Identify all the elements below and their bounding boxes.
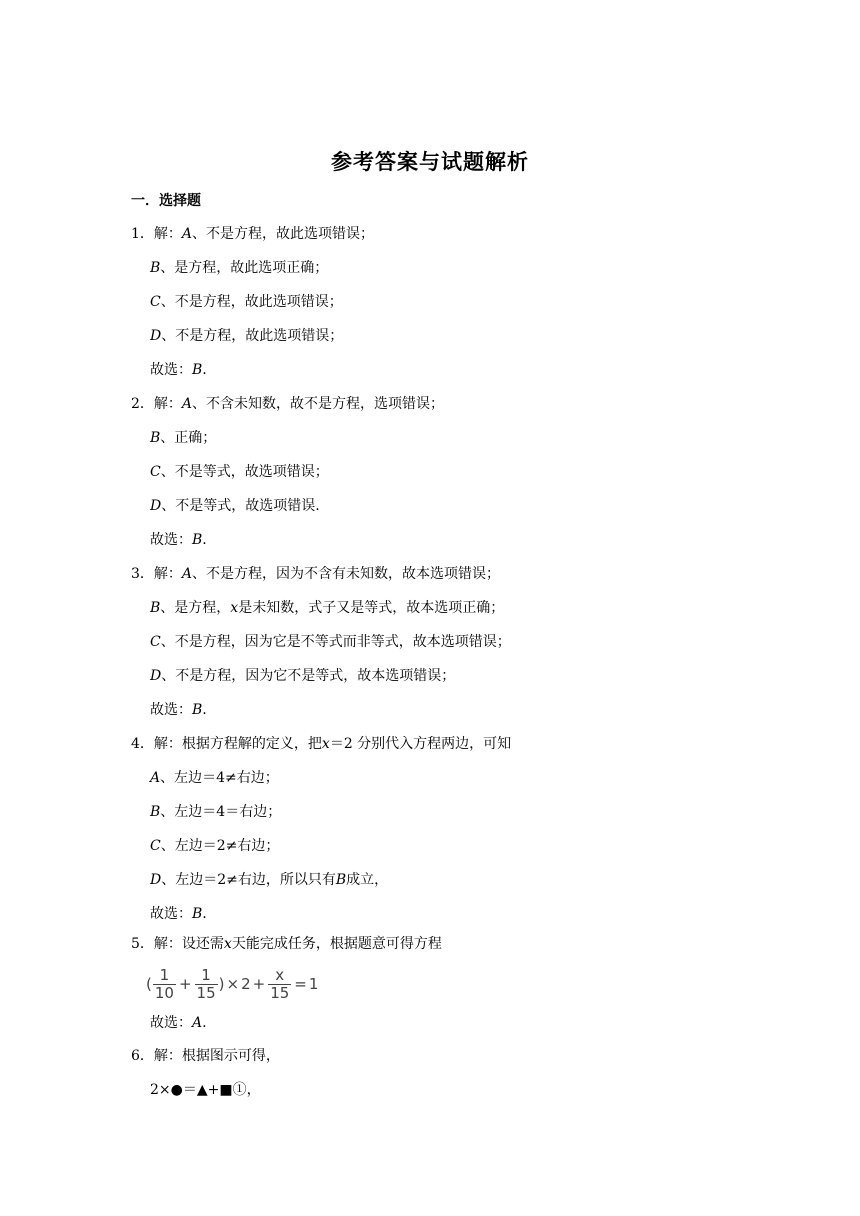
q1-line-a: 1．解：A、不是方程，故此选项错误； [131, 226, 375, 242]
q4-line-d: D、左边＝2≠右边，所以只有B成立， [150, 872, 389, 888]
q1-line-d: D、不是方程，故此选项错误； [150, 328, 344, 344]
q4-line-b: B、左边＝4＝右边； [150, 804, 282, 820]
q2-line-c: C、不是等式，故选项错误； [150, 464, 329, 480]
q4-line-intro: 4．解：根据方程解的定义，把x＝2 分别代入方程两边，可知 [131, 736, 512, 752]
formula-plus-2: + [252, 975, 266, 993]
equation-formula [146, 963, 318, 1005]
q3-line-d: D、不是方程，因为它不是等式，故本选项错误； [150, 668, 456, 684]
q5-line-intro: 5．解：设还需x天能完成任务，根据题意可得方程 [131, 936, 442, 952]
formula-times: × [226, 975, 240, 993]
q2-line-d: D、不是等式，故选项错误. [150, 498, 320, 514]
formula-right-paren: ) [218, 975, 225, 993]
formula-plus: + [178, 975, 192, 993]
fraction-x-over-fifteen: $\frac{x}{15}$ [270, 965, 290, 1002]
q6-equation-1: 2×●＝▲+■①， [150, 1082, 261, 1098]
q3-line-b: B、是方程，x是未知数，式子又是等式，故本选项正确； [150, 600, 505, 616]
q3-answer: 故选：B. [150, 702, 207, 718]
q4-line-a: A、左边＝4≠右边； [150, 770, 279, 786]
q2-answer: 故选：B. [150, 532, 207, 548]
fraction-one-tenth: $\frac{1}{10}$ [154, 965, 174, 1002]
q1-line-b: B、是方程，故此选项正确； [150, 260, 329, 276]
q4-line-c: C、左边＝2≠右边； [150, 838, 280, 854]
q3-line-c: C、不是方程，因为它是不等式而非等式，故本选项错误； [150, 634, 511, 650]
formula-one: 1 [308, 975, 319, 993]
q2-line-a: 2．解：A、不含未知数，故不是方程，选项错误； [131, 396, 445, 412]
q5-answer: 故选：A. [150, 1015, 207, 1031]
section-heading: 一．选择题 [131, 193, 201, 209]
fraction-one-fifteenth: $\frac{1}{15}$ [196, 965, 216, 1002]
formula-left-paren: ( [146, 975, 152, 993]
q6-line-intro: 6．解：根据图示可得， [131, 1048, 280, 1064]
q3-line-a: 3．解：A、不是方程，因为不含有未知数，故本选项错误； [131, 566, 501, 582]
q1-line-c: C、不是方程，故此选项错误； [150, 294, 343, 310]
page-title: 参考答案与试题解析 [331, 149, 529, 174]
q2-line-b: B、正确； [150, 430, 217, 446]
q4-answer: 故选：B. [150, 906, 207, 922]
q1-answer: 故选：B. [150, 362, 207, 378]
formula-two: 2 [241, 975, 251, 993]
formula-equals: = [294, 975, 307, 993]
